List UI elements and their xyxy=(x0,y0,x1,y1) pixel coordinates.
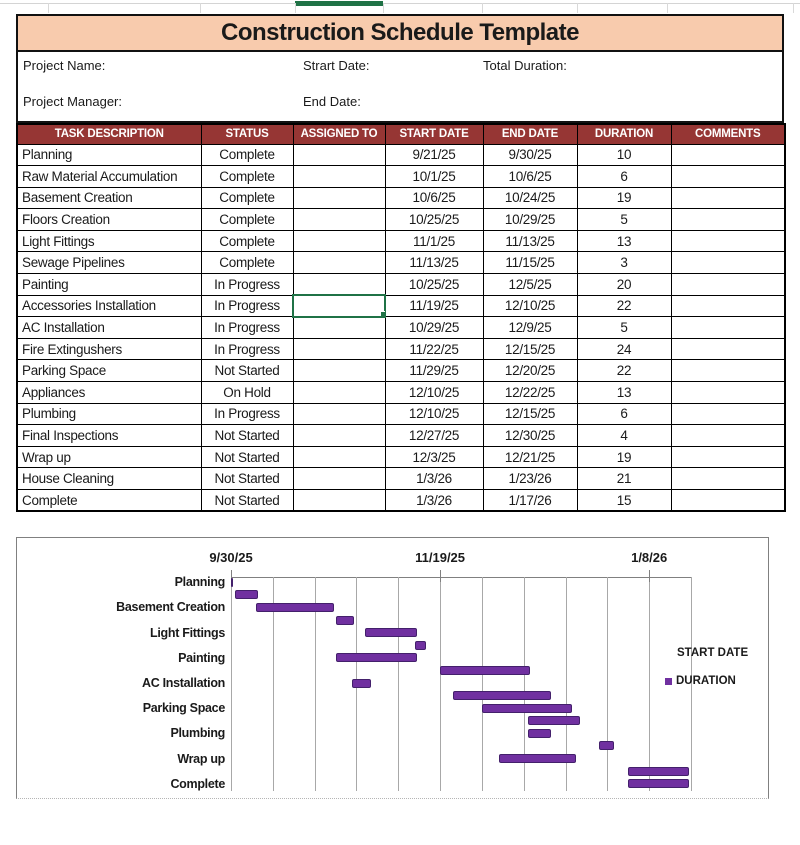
table-row xyxy=(17,338,785,360)
cell-duration[interactable]: 5 xyxy=(577,209,671,231)
cell-duration[interactable]: 6 xyxy=(577,166,671,188)
cell-end[interactable]: 9/30/25 xyxy=(483,144,577,166)
strip-row-gridline xyxy=(0,3,800,4)
axis-tick-label: 1/8/26 xyxy=(631,550,668,565)
cell-task[interactable]: House Cleaning xyxy=(17,468,201,490)
cell-assigned[interactable] xyxy=(293,166,385,188)
column-header-duration[interactable]: DURATION xyxy=(577,124,671,144)
gantt-chart[interactable] xyxy=(16,537,769,799)
cell-end[interactable]: 11/13/25 xyxy=(483,230,577,252)
table-row xyxy=(17,468,785,490)
strip-column-gridline xyxy=(793,3,794,13)
cell-end[interactable]: 12/30/25 xyxy=(483,425,577,447)
cell-assigned[interactable] xyxy=(293,274,385,296)
table-row xyxy=(17,187,785,209)
cell-status[interactable]: Not Started xyxy=(201,360,293,382)
cell-start[interactable]: 11/1/25 xyxy=(385,230,483,252)
cell-task[interactable]: Light Fittings xyxy=(17,230,201,252)
category-label: AC Installation xyxy=(141,676,225,690)
start-date-label: Strart Date: xyxy=(303,58,370,73)
cell-status[interactable]: Complete xyxy=(201,209,293,231)
table-row xyxy=(17,425,785,447)
cell-start[interactable]: 12/10/25 xyxy=(385,403,483,425)
table-row xyxy=(17,252,785,274)
cell-status[interactable]: Not Started xyxy=(201,490,293,512)
cell-duration[interactable]: 15 xyxy=(577,490,671,512)
project-manager-label: Project Manager: xyxy=(23,94,122,109)
strip-column-gridline xyxy=(383,3,384,13)
gantt-bar xyxy=(415,641,426,650)
cell-duration[interactable]: 6 xyxy=(577,403,671,425)
cell-duration[interactable]: 4 xyxy=(577,425,671,447)
cell-task[interactable]: Accessories Installation xyxy=(17,295,201,317)
legend-item-start-date[interactable] xyxy=(677,647,748,659)
schedule-table-body xyxy=(17,144,785,511)
cell-duration[interactable]: 24 xyxy=(577,338,671,360)
cell-start[interactable]: 12/10/25 xyxy=(385,382,483,404)
cell-duration[interactable]: 19 xyxy=(577,446,671,468)
cell-assigned[interactable] xyxy=(293,490,385,512)
cell-start[interactable]: 10/29/25 xyxy=(385,317,483,339)
cell-status[interactable]: In Progress xyxy=(201,403,293,425)
cell-start[interactable]: 10/25/25 xyxy=(385,274,483,296)
cell-status[interactable]: In Progress xyxy=(201,317,293,339)
title-band xyxy=(16,14,784,52)
gantt-bar xyxy=(231,578,233,587)
table-row xyxy=(17,360,785,382)
table-row xyxy=(17,382,785,404)
cell-comments[interactable] xyxy=(671,144,785,166)
category-label: Light Fittings xyxy=(150,625,225,640)
total-duration-label: Total Duration: xyxy=(483,58,567,73)
axis-tick-label: 11/19/25 xyxy=(415,550,466,565)
cell-status[interactable]: Not Started xyxy=(201,468,293,490)
cell-task[interactable]: Plumbing xyxy=(17,403,201,425)
cell-comments[interactable] xyxy=(671,166,785,188)
cell-duration[interactable]: 3 xyxy=(577,252,671,274)
column-header-end-date[interactable]: END DATE xyxy=(483,124,577,144)
cell-end[interactable]: 12/5/25 xyxy=(483,274,577,296)
cell-status[interactable]: In Progress xyxy=(201,274,293,296)
gantt-bar xyxy=(482,704,572,713)
cell-task[interactable]: Wrap up xyxy=(17,446,201,468)
category-label: Wrap up xyxy=(177,751,225,766)
column-header-task-description[interactable]: TASK DESCRIPTION xyxy=(17,124,201,144)
cell-comments[interactable] xyxy=(671,490,785,512)
gantt-bar xyxy=(599,741,614,750)
cell-start[interactable]: 11/19/25 xyxy=(385,295,483,317)
cell-duration[interactable]: 13 xyxy=(577,230,671,252)
category-label: Plumbing xyxy=(170,726,225,741)
column-header-start-date[interactable]: START DATE xyxy=(385,124,483,144)
axis-tick-label: 9/30/25 xyxy=(209,550,253,565)
cell-start[interactable]: 1/3/26 xyxy=(385,468,483,490)
cell-end[interactable]: 12/9/25 xyxy=(483,317,577,339)
table-row xyxy=(17,446,785,468)
cell-start[interactable]: 11/29/25 xyxy=(385,360,483,382)
gantt-bar xyxy=(453,691,551,700)
gantt-bar xyxy=(528,716,580,725)
cell-comments[interactable] xyxy=(671,317,785,339)
cell-comments[interactable] xyxy=(671,274,785,296)
cell-end[interactable]: 1/17/26 xyxy=(483,490,577,512)
cell-selection-remnant xyxy=(295,1,383,6)
cell-assigned[interactable] xyxy=(293,317,385,339)
category-label: Basement Creation xyxy=(116,600,225,615)
category-label: Painting xyxy=(178,650,225,665)
table-header-row xyxy=(17,124,785,144)
cell-start[interactable]: 11/22/25 xyxy=(385,338,483,360)
chart-gridline xyxy=(482,577,483,791)
cell-assigned[interactable] xyxy=(293,187,385,209)
table-row xyxy=(17,166,785,188)
strip-column-gridline xyxy=(48,3,49,13)
cell-comments[interactable] xyxy=(671,295,785,317)
legend-item-duration[interactable] xyxy=(665,675,736,687)
cell-comments[interactable] xyxy=(671,338,785,360)
gantt-bar xyxy=(336,616,355,625)
category-label: Planning xyxy=(174,575,225,590)
strip-column-gridline xyxy=(482,3,483,13)
project-info-box xyxy=(16,52,784,123)
gantt-bar xyxy=(235,590,258,599)
cell-task[interactable]: Final Inspections xyxy=(17,425,201,447)
cell-status[interactable]: On Hold xyxy=(201,382,293,404)
chart-gridline xyxy=(607,577,608,791)
cell-task[interactable]: Painting xyxy=(17,274,201,296)
cell-status[interactable]: In Progress xyxy=(201,295,293,317)
gantt-bar xyxy=(628,779,689,788)
cell-end[interactable]: 10/6/25 xyxy=(483,166,577,188)
cell-start[interactable]: 9/21/25 xyxy=(385,144,483,166)
spreadsheet-top-strip xyxy=(0,0,800,13)
cell-end[interactable]: 11/15/25 xyxy=(483,252,577,274)
strip-column-gridline xyxy=(200,3,201,13)
axis-line-top xyxy=(231,577,691,578)
table-row xyxy=(17,274,785,296)
cell-end[interactable]: 1/23/26 xyxy=(483,468,577,490)
cell-comments[interactable] xyxy=(671,403,785,425)
category-label: Parking Space xyxy=(142,701,225,716)
cell-comments[interactable] xyxy=(671,468,785,490)
legend-swatch-icon xyxy=(665,678,672,685)
cell-status[interactable]: Complete xyxy=(201,166,293,188)
cell-start[interactable]: 10/6/25 xyxy=(385,187,483,209)
cell-start[interactable]: 1/3/26 xyxy=(385,490,483,512)
cell-end[interactable]: 12/22/25 xyxy=(483,382,577,404)
chart-gridline xyxy=(398,577,399,791)
cell-status[interactable]: In Progress xyxy=(201,338,293,360)
cell-comments[interactable] xyxy=(671,446,785,468)
column-header-assigned-to[interactable]: ASSIGNED TO xyxy=(293,124,385,144)
cell-comments[interactable] xyxy=(671,209,785,231)
cell-task[interactable]: Floors Creation xyxy=(17,209,201,231)
cell-end[interactable]: 12/15/25 xyxy=(483,403,577,425)
cell-assigned[interactable] xyxy=(293,209,385,231)
cell-end[interactable]: 12/20/25 xyxy=(483,360,577,382)
cell-duration[interactable]: 21 xyxy=(577,468,671,490)
cell-duration[interactable]: 22 xyxy=(577,295,671,317)
strip-column-gridline xyxy=(667,3,668,13)
cell-duration[interactable]: 10 xyxy=(577,144,671,166)
gantt-bar xyxy=(440,666,530,675)
cell-assigned[interactable] xyxy=(293,360,385,382)
column-header-status[interactable]: STATUS xyxy=(201,124,293,144)
table-row xyxy=(17,209,785,231)
table-row xyxy=(17,144,785,166)
cell-assigned[interactable] xyxy=(293,382,385,404)
table-row xyxy=(17,230,785,252)
cell-start[interactable]: 10/25/25 xyxy=(385,209,483,231)
cell-end[interactable]: 12/15/25 xyxy=(483,338,577,360)
cell-duration[interactable]: 5 xyxy=(577,317,671,339)
cell-start[interactable]: 10/1/25 xyxy=(385,166,483,188)
cell-task[interactable]: Raw Material Accumulation xyxy=(17,166,201,188)
axis-tick xyxy=(440,570,441,582)
cell-task[interactable]: Sewage Pipelines xyxy=(17,252,201,274)
cell-end[interactable]: 10/24/25 xyxy=(483,187,577,209)
category-label: Complete xyxy=(170,776,225,791)
cell-task[interactable]: Complete xyxy=(17,490,201,512)
schedule-table xyxy=(16,123,786,512)
gantt-bar xyxy=(628,767,689,776)
gantt-bar xyxy=(256,603,333,612)
cell-task[interactable]: Appliances xyxy=(17,382,201,404)
cell-start[interactable]: 11/13/25 xyxy=(385,252,483,274)
cell-task[interactable]: Fire Extingushers xyxy=(17,338,201,360)
chart-gridline xyxy=(649,577,650,791)
cell-status[interactable]: Complete xyxy=(201,230,293,252)
cell-end[interactable]: 12/10/25 xyxy=(483,295,577,317)
cell-start[interactable]: 12/27/25 xyxy=(385,425,483,447)
gantt-bar xyxy=(499,754,576,763)
cell-comments[interactable] xyxy=(671,425,785,447)
cell-comments[interactable] xyxy=(671,360,785,382)
end-date-label: End Date: xyxy=(303,94,361,109)
cell-assigned[interactable] xyxy=(293,252,385,274)
gantt-bar xyxy=(336,653,418,662)
gantt-bar xyxy=(528,729,551,738)
cell-status[interactable]: Complete xyxy=(201,252,293,274)
cell-assigned[interactable] xyxy=(293,446,385,468)
cell-status[interactable]: Complete xyxy=(201,187,293,209)
gantt-bar xyxy=(365,628,417,637)
cell-assigned[interactable] xyxy=(293,468,385,490)
cell-task[interactable]: Basement Creation xyxy=(17,187,201,209)
cell-comments[interactable] xyxy=(671,230,785,252)
cell-task[interactable]: Planning xyxy=(17,144,201,166)
table-row xyxy=(17,295,785,317)
strip-column-gridline xyxy=(295,3,296,13)
gantt-bar xyxy=(352,679,371,688)
cell-duration[interactable]: 22 xyxy=(577,360,671,382)
chart-gridline xyxy=(231,577,232,791)
cell-duration[interactable]: 20 xyxy=(577,274,671,296)
cell-assigned[interactable] xyxy=(293,295,385,317)
cell-status[interactable]: Not Started xyxy=(201,425,293,447)
column-header-comments[interactable]: COMMENTS xyxy=(671,124,785,144)
cell-task[interactable]: Parking Space xyxy=(17,360,201,382)
table-row xyxy=(17,317,785,339)
cell-duration[interactable]: 19 xyxy=(577,187,671,209)
page-title: Construction Schedule Template xyxy=(221,19,579,46)
cell-assigned[interactable] xyxy=(293,230,385,252)
cell-end[interactable]: 12/21/25 xyxy=(483,446,577,468)
table-row xyxy=(17,403,785,425)
cell-comments[interactable] xyxy=(671,382,785,404)
table-row xyxy=(17,490,785,512)
cell-start[interactable]: 12/3/25 xyxy=(385,446,483,468)
cell-status[interactable]: Not Started xyxy=(201,446,293,468)
strip-column-gridline xyxy=(577,3,578,13)
cell-end[interactable]: 10/29/25 xyxy=(483,209,577,231)
legend-label: START DATE xyxy=(677,647,749,659)
cell-assigned[interactable] xyxy=(293,425,385,447)
cell-duration[interactable]: 13 xyxy=(577,382,671,404)
cell-comments[interactable] xyxy=(671,252,785,274)
legend-label: DURATION xyxy=(676,675,736,687)
cell-status[interactable]: Complete xyxy=(201,144,293,166)
cell-assigned[interactable] xyxy=(293,403,385,425)
project-name-label: Project Name: xyxy=(23,58,106,73)
cell-comments[interactable] xyxy=(671,187,785,209)
axis-tick xyxy=(649,570,650,582)
chart-gridline xyxy=(440,577,441,791)
cell-task[interactable]: AC Installation xyxy=(17,317,201,339)
cell-assigned[interactable] xyxy=(293,338,385,360)
cell-assigned[interactable] xyxy=(293,144,385,166)
